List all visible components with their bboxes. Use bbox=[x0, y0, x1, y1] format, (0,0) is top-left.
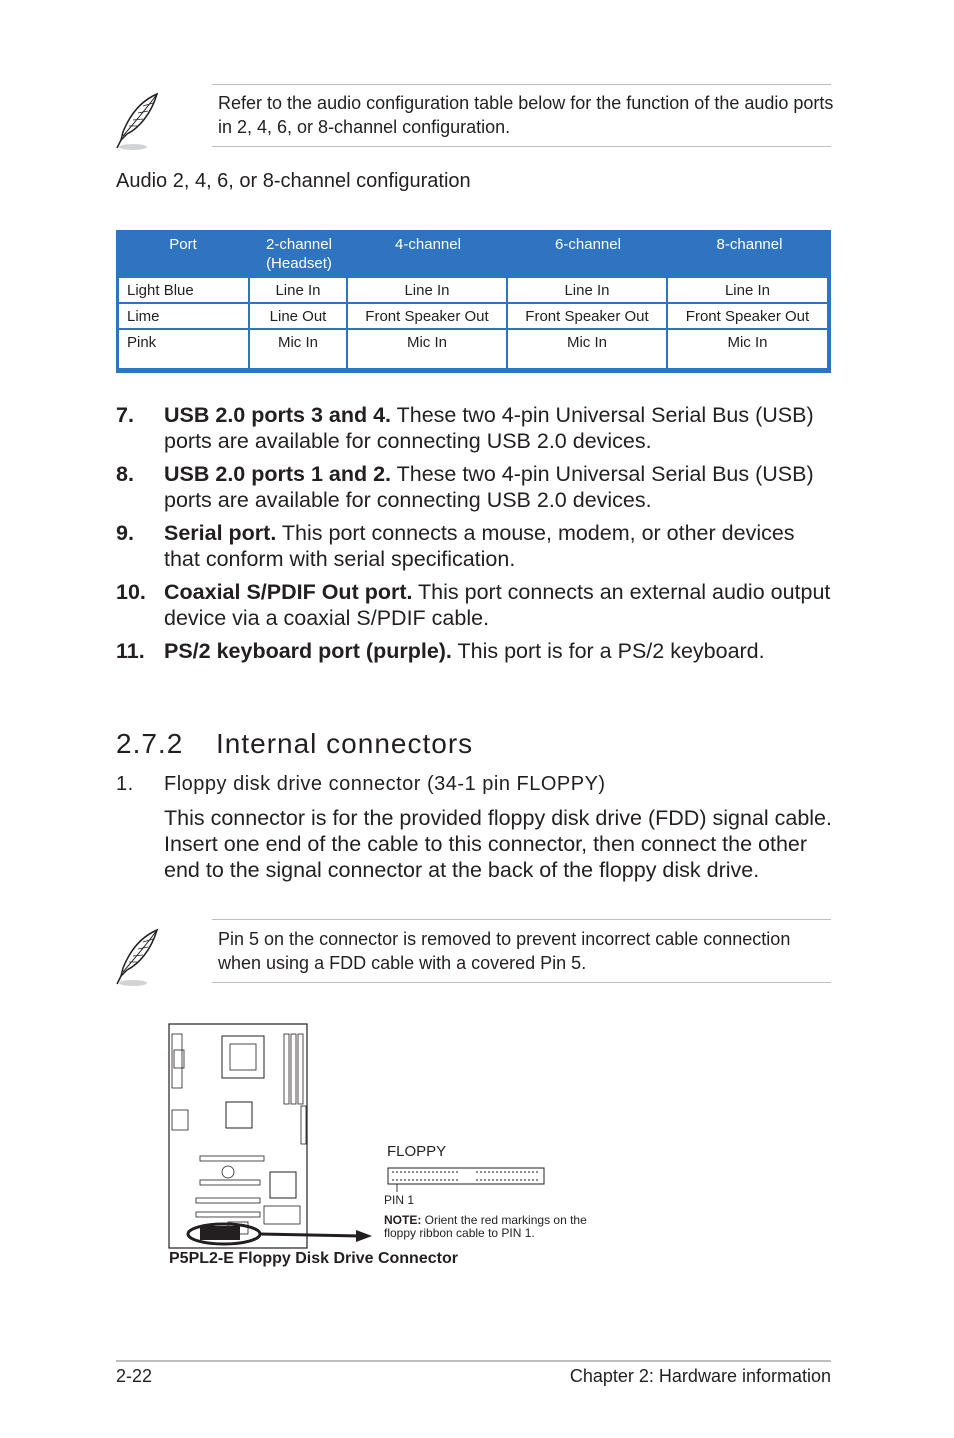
item-number: 11. bbox=[116, 639, 145, 663]
footer-rule bbox=[116, 1360, 831, 1362]
item-lead: Serial port. bbox=[164, 521, 277, 545]
note-text: Pin 5 on the connector is removed to prevent incorrect cable connection when using a FDD cable with a covered Pin 5. bbox=[218, 929, 791, 973]
table-header-2ch: 2-channel (Headset) bbox=[266, 236, 332, 272]
item-lead: USB 2.0 ports 3 and 4. bbox=[164, 403, 392, 427]
table-cell: Mic In bbox=[508, 330, 666, 368]
table-cell: Mic In bbox=[250, 330, 346, 368]
table-header-6ch: 6-channel bbox=[555, 236, 621, 253]
note-bottom-rule bbox=[212, 982, 831, 983]
quill-pen-icon bbox=[113, 928, 165, 988]
list-item bbox=[116, 520, 836, 572]
table-cell: Front Speaker Out bbox=[668, 304, 827, 328]
note-top-rule bbox=[212, 84, 831, 85]
table-cell: Mic In bbox=[668, 330, 827, 368]
item-text: These two 4-pin Universal Serial Bus (USB) ports are available for connecting USB 2.0 devices. bbox=[164, 462, 814, 512]
item-lead: USB 2.0 ports 1 and 2. bbox=[164, 462, 392, 486]
note-text: Refer to the audio configuration table below for the function of the audio ports in 2, 4, 6, or 8-channel configuration. bbox=[218, 93, 834, 137]
table-cell: Line In bbox=[508, 278, 666, 302]
floppy-description: This connector is for the provided floppy disk drive (FDD) signal cable. Insert one end of the cable to this connector, then connect the other end to the signal connector at the back of the floppy disk drive. bbox=[164, 806, 832, 882]
table-header-8ch: 8-channel bbox=[716, 236, 783, 253]
chapter-title: Chapter 2: Hardware information bbox=[569, 1366, 831, 1386]
table-cell: Line In bbox=[348, 278, 506, 302]
note-bottom-rule bbox=[212, 146, 831, 147]
quill-pen-icon bbox=[113, 92, 165, 152]
table-cell: Front Speaker Out bbox=[348, 304, 506, 328]
diagram-caption: P5PL2-E Floppy Disk Drive Connector bbox=[169, 1250, 458, 1267]
table-caption: Audio 2, 4, 6, or 8-channel configuration bbox=[116, 170, 471, 192]
item-number: 8. bbox=[116, 462, 134, 486]
item-title: Floppy disk drive connector (34-1 pin FLOPPY) bbox=[164, 773, 606, 795]
diagram-note-label: NOTE: bbox=[384, 1213, 422, 1227]
section-number: 2.7.2 bbox=[116, 728, 184, 759]
table-cell: Line In bbox=[250, 278, 346, 302]
item-number: 7. bbox=[116, 403, 134, 427]
table-header-4ch: 4-channel bbox=[395, 236, 461, 253]
table-cell: Mic In bbox=[348, 330, 506, 368]
item-number: 10. bbox=[116, 580, 146, 604]
section-title: Internal connectors bbox=[216, 728, 474, 759]
port-list bbox=[116, 402, 836, 671]
audio-config-table bbox=[116, 230, 831, 373]
list-item bbox=[116, 579, 836, 631]
table-cell: Line In bbox=[668, 278, 827, 302]
table-cell: Line Out bbox=[250, 304, 346, 328]
table-header-port: Port bbox=[169, 236, 197, 253]
section-heading bbox=[116, 728, 473, 760]
floppy-connector-label: FLOPPY bbox=[387, 1143, 447, 1160]
pin1-label: PIN 1 bbox=[384, 1193, 415, 1207]
page-number: 2-22 bbox=[116, 1366, 153, 1386]
item-number: 1. bbox=[116, 773, 134, 795]
table-cell: Front Speaker Out bbox=[508, 304, 666, 328]
table-cell: Pink bbox=[119, 330, 248, 368]
item-text: This port connects a mouse, modem, or other devices that conform with serial specification. bbox=[164, 521, 795, 571]
item-text: These two 4-pin Universal Serial Bus (USB) ports are available for connecting USB 2.0 devices. bbox=[164, 403, 814, 453]
list-item bbox=[116, 461, 836, 513]
diagram-note bbox=[384, 1214, 599, 1240]
table-cell: Lime bbox=[119, 304, 248, 328]
item-text: This port connects an external audio output device via a coaxial S/PDIF cable. bbox=[164, 580, 831, 630]
item-text: This port is for a PS/2 keyboard. bbox=[451, 639, 765, 663]
note-top-rule bbox=[212, 919, 831, 920]
list-item bbox=[116, 402, 836, 454]
table-cell: Light Blue bbox=[119, 278, 248, 302]
item-lead: PS/2 keyboard port (purple). bbox=[164, 639, 452, 663]
list-item bbox=[116, 638, 836, 664]
item-number: 9. bbox=[116, 521, 134, 545]
item-lead: Coaxial S/PDIF Out port. bbox=[164, 580, 413, 604]
floppy-heading bbox=[116, 773, 606, 796]
diagram-note-text: Orient the red markings on the floppy ribbon cable to PIN 1. bbox=[384, 1213, 587, 1240]
